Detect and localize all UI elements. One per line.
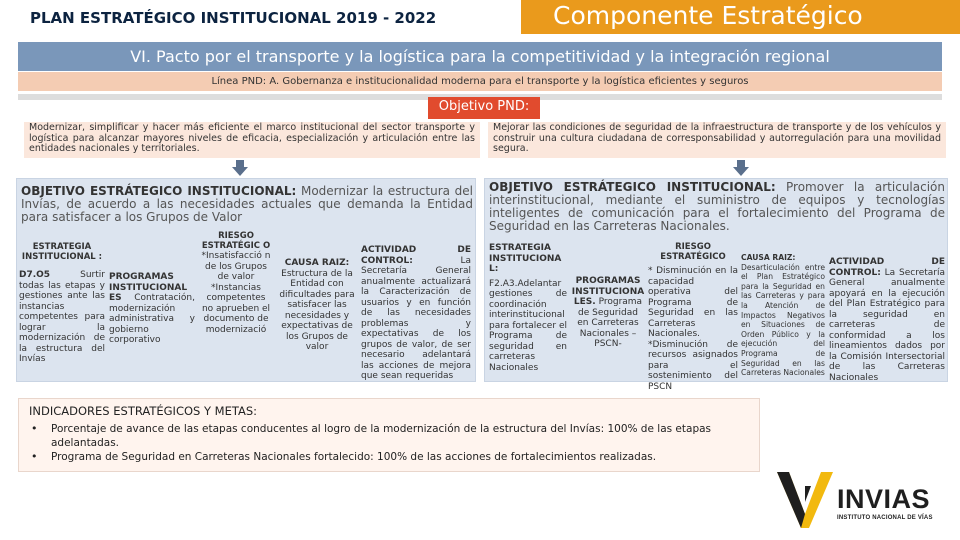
indicator-item: • Programa de Seguridad en Carreteras Nacionales fortalecido: 100% de las acciones de fortalecimientos realizadas. [29,450,749,464]
riesgo-column: RIESGO ESTRATÉGIC O *Insatisfacció n de los Grupos de valor *Instancias competentes no aprueben el documento de modernizació [201,231,271,335]
riesgo-column: RIESGO ESTRATÉGICO * Disminución en la capacidad operativa del Programa de Seguridad en las Carreteras Nacionales. *Disminución de recursos asignados para el sostenimiento del PSCN [648,242,738,392]
indicators-box [18,398,760,472]
objetivo-institucional-right: OBJETIVO ESTRÁTEGICO INSTITUCIONAL: Promover la articulación interinstitucional, mediante el suministro de equipos y tecnologías inteligentes de comunicación para el fortalecimiento del Programa de Seguridad en las Carreteras Nacionales. [489,180,945,233]
programas-column: PROGRAMAS INSTITUCIONAL ES Contratación, modernización administrativa y gobierno corporativo [109,272,195,345]
programas-column: PROGRAMAS INSTITUCIONA LES. Programa de Seguridad en Carreteras Nacionales – PSCN- [571,276,645,349]
indicator-item: • Porcentaje de avance de las etapas conducentes al logro de la modernización de la estructura del Invías: 100% de las etapas adelantadas. [29,422,749,450]
invias-logo [775,466,945,532]
plan-title: PLAN ESTRATÉGICO INSTITUCIONAL 2019 - 2022 [30,9,437,27]
objetivo-pnd-right: Mejorar las condiciones de seguridad de la infraestructura de transporte y de los vehículos y construir una cultura ciudadana de corresponsabilidad y autorregulación para una movilidad segura. [488,122,946,158]
logo-subtitle: INSTITUTO NACIONAL DE VÍAS [837,515,933,521]
indicators-title: INDICADORES ESTRATÉGICOS Y METAS: [29,404,258,418]
component-banner: Componente Estratégico [521,0,960,34]
arrow-down-icon [232,160,248,176]
actividad-column: ACTIVIDAD DE CONTROL: La Secretaría General anualmente apoyará en la ejecución del Plan Estratégico para la seguridad en carreteras de conformidad a los lineamientos dados por la Comisión Intersectorial de las Carreteras Nacionales [829,257,945,383]
objetivo-pnd-left: Modernizar, simplificar y hacer más eficiente el marco institucional del sector transporte y logística para alcanzar mayores niveles de eficacia, especialización y articulación entre las entidades nacionales y territoriales. [24,122,480,158]
invias-v-icon [775,466,835,532]
logo-wordmark: INVIAS [837,484,931,514]
causa-column: CAUSA RAIZ: Estructura de la Entidad con dificultades para satisfacer las necesidades y expectativas de los Grupos de valor [279,258,355,352]
causa-column: CAUSA RAIZ: Desarticulación entre el Plan Estratégico para la Seguridad en las Carreteras y para la Atención de Impactos Negativos en Situaciones de Orden Público y la ejecución del Programa de Seguridad en las Carreteras Nacionales [741,253,825,378]
objetivo-institucional-left: OBJETIVO ESTRÁTEGICO INSTITUCIONAL: Modernizar la estructura del Invías, de acuerdo a las necesidades actuales que demanda la Entidad para satisfacer a los Grupos de Valor [21,184,473,224]
estrategia-column: ESTRATEGIA INSTITUCIONA L: F2.A3.Adelantar gestiones de coordinación interinstitucional para fortalecer el Programa de seguridad en carreteras Nacionales [489,243,567,373]
arrow-down-icon [733,160,749,176]
estrategia-column: ESTRATEGIA INSTITUCIONAL : D7.O5 Surtir todas las etapas y gestiones ante las instancias competentes para lograr la modernización de la estructura del Invías [19,242,105,364]
pacto-banner: VI. Pacto por el transporte y la logística para la competitividad y la integración regional [18,42,942,71]
left-objective-panel [16,178,476,382]
right-objective-panel [484,178,948,392]
linea-pnd: Línea PND: A. Gobernanza e institucionalidad moderna para el transporte y la logística eficientes y seguros [18,72,942,91]
actividad-column: ACTIVIDAD DE CONTROL: La Secretaría General anualmente actualizará la Caracterización de usuarios y en función de las necesidades problemas y expectativas de los grupos de valor, de ser necesario adelantará las acciones de mejora que sean requeridas [361,245,471,381]
objetivo-pnd-label: Objetivo PND: [428,97,540,119]
